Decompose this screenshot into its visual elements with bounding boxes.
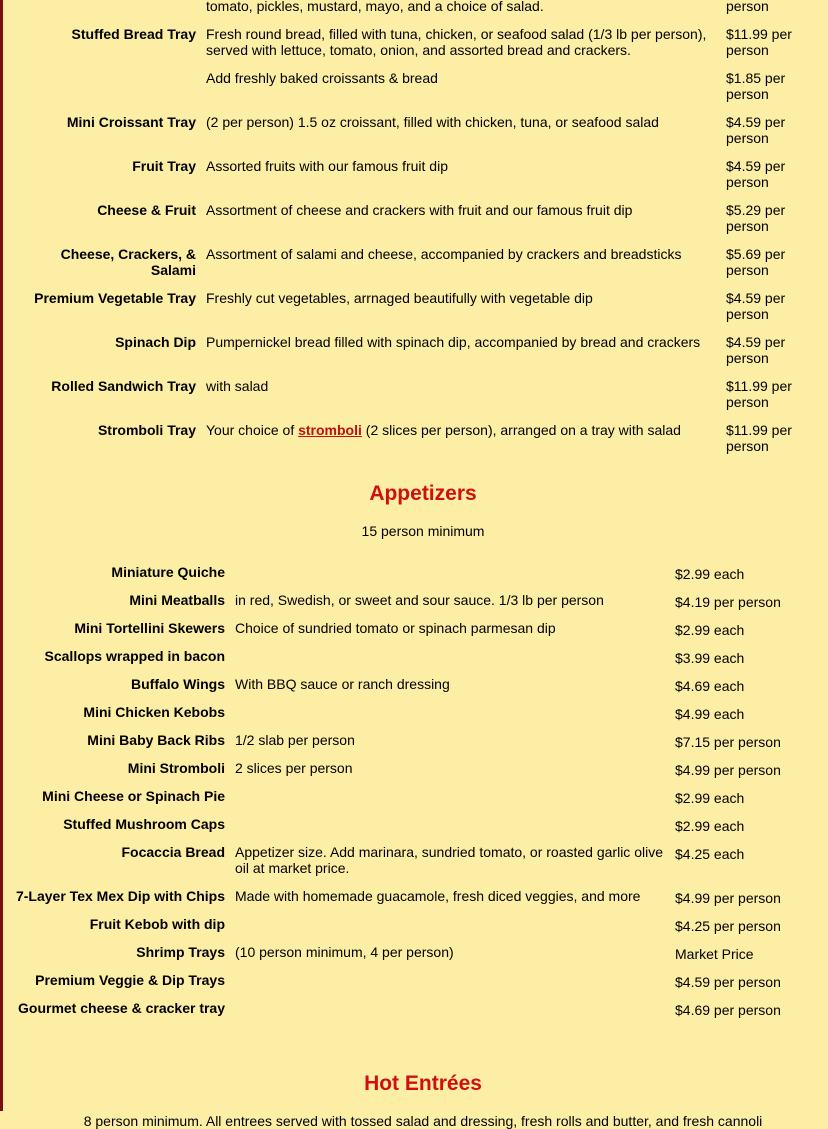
table-row <box>5 966 800 994</box>
item-name: Miniature Quiche <box>111 564 225 580</box>
item-description <box>230 782 670 810</box>
table-row <box>5 910 800 938</box>
table-row <box>5 882 800 910</box>
item-description: tomato, pickles, mustard, mayo, and a choice of salad. <box>206 0 544 14</box>
item-description: with salad <box>206 378 269 394</box>
item-name: Stuffed Mushroom Caps <box>63 816 225 832</box>
item-description <box>230 642 670 670</box>
table-row <box>5 558 800 586</box>
item-price: $4.99 per person <box>675 762 781 778</box>
item-price: $3.99 each <box>675 650 745 666</box>
item-price: $4.59 per person <box>726 334 786 366</box>
item-price: $11.99 per person <box>726 26 792 58</box>
item-name: Stuffed Bread Tray <box>71 26 196 42</box>
item-name <box>18 64 201 108</box>
item-price: $4.19 per person <box>675 594 781 610</box>
item-name: Mini Chicken Kebobs <box>83 704 225 720</box>
item-name: Cheese, Crackers, & Salami <box>60 246 196 278</box>
item-price: $1.85 per person <box>726 70 786 102</box>
item-price: $4.99 each <box>675 706 745 722</box>
item-price: $4.99 per person <box>675 890 781 906</box>
appetizers-section <box>18 482 828 539</box>
item-description <box>230 910 670 938</box>
item-price: $7.15 per person <box>675 734 781 750</box>
item-description <box>201 416 721 460</box>
description-text: (2 slices per person), arranged on a tray with salad <box>361 422 681 438</box>
item-name: Mini Meatballs <box>129 592 225 608</box>
table-row <box>18 416 801 460</box>
item-price: $4.69 each <box>675 678 745 694</box>
item-name: Scallops wrapped in bacon <box>44 648 225 664</box>
item-name: Premium Veggie & Dip Trays <box>35 972 225 988</box>
table-row <box>5 642 800 670</box>
item-name: Mini Croissant Tray <box>66 114 196 130</box>
section-title: Hot Entrées <box>364 1072 482 1095</box>
table-row <box>18 196 801 240</box>
item-price: $2.99 each <box>675 622 745 638</box>
item-description: 1/2 slab per person <box>235 732 355 748</box>
item-name: Buffalo Wings <box>131 676 225 692</box>
item-price: $4.59 per person <box>726 158 786 190</box>
item-name: Premium Vegetable Tray <box>34 290 196 306</box>
item-price: $4.69 per person <box>675 1002 781 1018</box>
item-description: Pumpernickel bread filled with spinach dip, accompanied by bread and crackers <box>206 334 701 350</box>
item-description: (2 per person) 1.5 oz croissant, filled with chicken, tuna, or seafood salad <box>206 114 659 130</box>
table-row <box>18 328 801 372</box>
item-name: Mini Cheese or Spinach Pie <box>42 788 225 804</box>
table-row <box>5 838 800 882</box>
table-row <box>18 152 801 196</box>
table-row <box>5 938 800 966</box>
table-row <box>18 108 801 152</box>
stromboli-link[interactable]: stromboli <box>298 422 362 438</box>
item-price: $2.99 each <box>675 790 745 806</box>
item-description <box>230 558 670 586</box>
item-description <box>230 698 670 726</box>
table-row <box>5 698 800 726</box>
item-description: (10 person minimum, 4 per person) <box>235 944 454 960</box>
item-name: Focaccia Bread <box>121 844 225 860</box>
table-row <box>5 810 800 838</box>
table-row <box>18 284 801 328</box>
item-price: $2.99 each <box>675 566 745 582</box>
table-row <box>5 670 800 698</box>
item-description: Choice of sundried tomato or spinach parmesan dip <box>235 620 556 636</box>
hot-entrees-section <box>18 1072 828 1129</box>
item-description: Assortment of cheese and crackers with fruit and our famous fruit dip <box>206 202 633 218</box>
table-row <box>5 726 800 754</box>
table-row <box>5 586 800 614</box>
table-row <box>18 20 801 64</box>
table-row <box>18 372 801 416</box>
section-note: 15 person minimum <box>361 523 485 539</box>
item-name <box>18 0 201 20</box>
section-note: 8 person minimum. All entrees served with tossed salad and dressing, fresh rolls and butter, and fresh cannoli <box>83 1113 763 1129</box>
item-name: Spinach Dip <box>115 334 196 350</box>
section-title: Appetizers <box>369 482 477 505</box>
trays-table <box>18 0 801 460</box>
item-description: Assortment of salami and cheese, accompanied by crackers and breadsticks <box>206 246 682 262</box>
item-name: Mini Stromboli <box>127 760 225 776</box>
item-name: Gourmet cheese & cracker tray <box>18 1000 225 1016</box>
table-row <box>18 240 801 284</box>
item-name: Shrimp Trays <box>136 944 225 960</box>
table-row <box>5 754 800 782</box>
table-row <box>5 994 800 1022</box>
item-description: Fresh round bread, filled with tuna, chicken, or seafood salad (1/3 lb per person), served with lettuce, tomato, onion, and assorted bread and crackers. <box>206 26 707 58</box>
item-price: Market Price <box>675 946 754 962</box>
item-name: Mini Tortellini Skewers <box>74 620 225 636</box>
item-description: 2 slices per person <box>235 760 353 776</box>
item-price: $4.25 per person <box>675 918 781 934</box>
item-description: With BBQ sauce or ranch dressing <box>235 676 450 692</box>
item-price: $4.59 per person <box>726 290 786 322</box>
item-description: Assorted fruits with our famous fruit dip <box>206 158 448 174</box>
menu-page <box>15 0 828 1129</box>
item-description: Freshly cut vegetables, arrnaged beautifully with vegetable dip <box>206 290 593 306</box>
item-price: $11.99 per person <box>726 378 792 410</box>
item-price: person <box>726 0 769 14</box>
item-name: Fruit Kebob with dip <box>89 916 225 932</box>
item-price: $11.99 per person <box>726 422 792 454</box>
item-price: $2.99 each <box>675 818 745 834</box>
item-name: Cheese & Fruit <box>97 202 196 218</box>
item-description <box>230 966 670 994</box>
item-price: $5.29 per person <box>726 202 786 234</box>
item-description: Made with homemade guacamole, fresh diced veggies, and more <box>235 888 641 904</box>
left-border <box>0 0 3 1111</box>
item-description: in red, Swedish, or sweet and sour sauce. 1/3 lb per person <box>235 592 604 608</box>
table-row <box>5 782 800 810</box>
item-price: $4.59 per person <box>675 974 781 990</box>
appetizers-table <box>5 558 800 1022</box>
item-description: Appetizer size. Add marinara, sundried tomato, or roasted garlic olive oil at market price. <box>235 844 663 876</box>
item-price: $4.59 per person <box>726 114 786 146</box>
item-name: Fruit Tray <box>132 158 196 174</box>
item-description <box>230 810 670 838</box>
table-row <box>5 614 800 642</box>
item-name: Stromboli Tray <box>97 422 196 438</box>
table-row <box>18 0 801 20</box>
item-price: $5.69 per person <box>726 246 786 278</box>
item-price: $4.25 each <box>675 846 745 862</box>
item-name: Rolled Sandwich Tray <box>51 378 196 394</box>
item-description <box>230 994 670 1022</box>
table-row <box>18 64 801 108</box>
description-text: Your choice of <box>206 422 299 438</box>
item-name: 7-Layer Tex Mex Dip with Chips <box>15 888 225 904</box>
item-description: Add freshly baked croissants & bread <box>206 70 438 86</box>
item-name: Mini Baby Back Ribs <box>87 732 225 748</box>
